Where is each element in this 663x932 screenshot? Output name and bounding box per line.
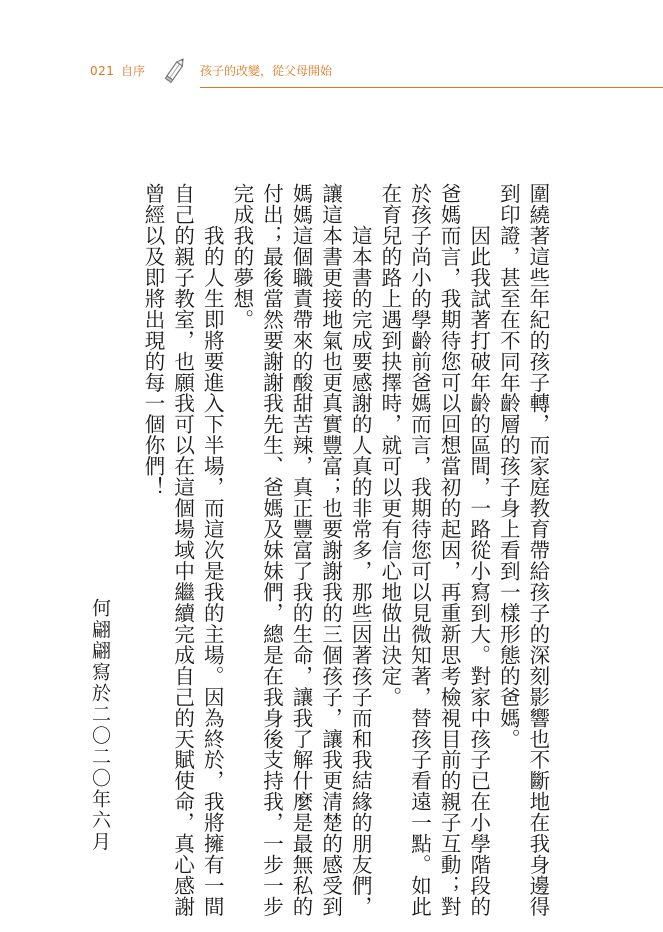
chapter-title: 孩子的改變，從父母開始 xyxy=(200,64,333,78)
text-column: 付出；最後當然要謝謝我先生、爸媽及妹妹們，總是在我身後支持我，一步一步 xyxy=(259,183,284,917)
text-column: 媽媽這個職責帶來的酸甜苦辣，真正豐富了我的生命，讓我了解什麼是最無私的 xyxy=(289,183,314,917)
text-column: 因此我試著打破年齡的區間，一路從小寫到大。對家中孩子已在小學階段的 xyxy=(466,183,491,917)
author-signature: 何翩翩寫於二〇二〇年六月 xyxy=(89,598,111,853)
text-column: 到印證，甚至在不同年齡層的孩子身上看到一樣形態的爸媽。 xyxy=(496,183,521,750)
text-column: 於孩子尚小的學齡前爸媽而言，我期待您可以見微知著，替孩子看遠一點。如此 xyxy=(407,183,432,917)
text-column: 讓這本書更接地氣也更真實豐富；也要謝謝我的三個孩子，讓我更清楚的感受到 xyxy=(318,183,343,917)
section-label: 自序 xyxy=(121,64,146,78)
body-text xyxy=(140,183,551,917)
header-rule xyxy=(200,87,663,88)
pencil-icon xyxy=(163,56,189,84)
page-number: 021 xyxy=(90,64,115,78)
text-column: 完成我的夢想。 xyxy=(229,183,254,330)
text-column: 圍繞著這些年紀的孩子轉，而家庭教育帶給孩子的深刻影響也不斷地在我身邊得 xyxy=(525,183,550,917)
text-column: 在育兒的路上遇到抉擇時，就可以更有信心地做出決定。 xyxy=(377,183,402,708)
text-column: 自己的親子教室，也願我可以在這個場域中繼續完成自己的天賦使命，真心感謝 xyxy=(170,183,195,917)
text-column: 爸媽而言，我期待您可以回想當初的起因，再重新思考檢視目前的親子互動；對 xyxy=(437,183,462,917)
page-header xyxy=(0,0,663,100)
text-column: 曾經以及即將出現的每一個你們！ xyxy=(141,183,165,498)
text-column: 這本書的完成要感謝的人真的非常多，那些因著孩子而和我結緣的朋友們， xyxy=(348,183,373,917)
text-column: 我的人生即將要進入下半場，而這次是我的主場。因為終於，我將擁有一間 xyxy=(200,183,225,917)
